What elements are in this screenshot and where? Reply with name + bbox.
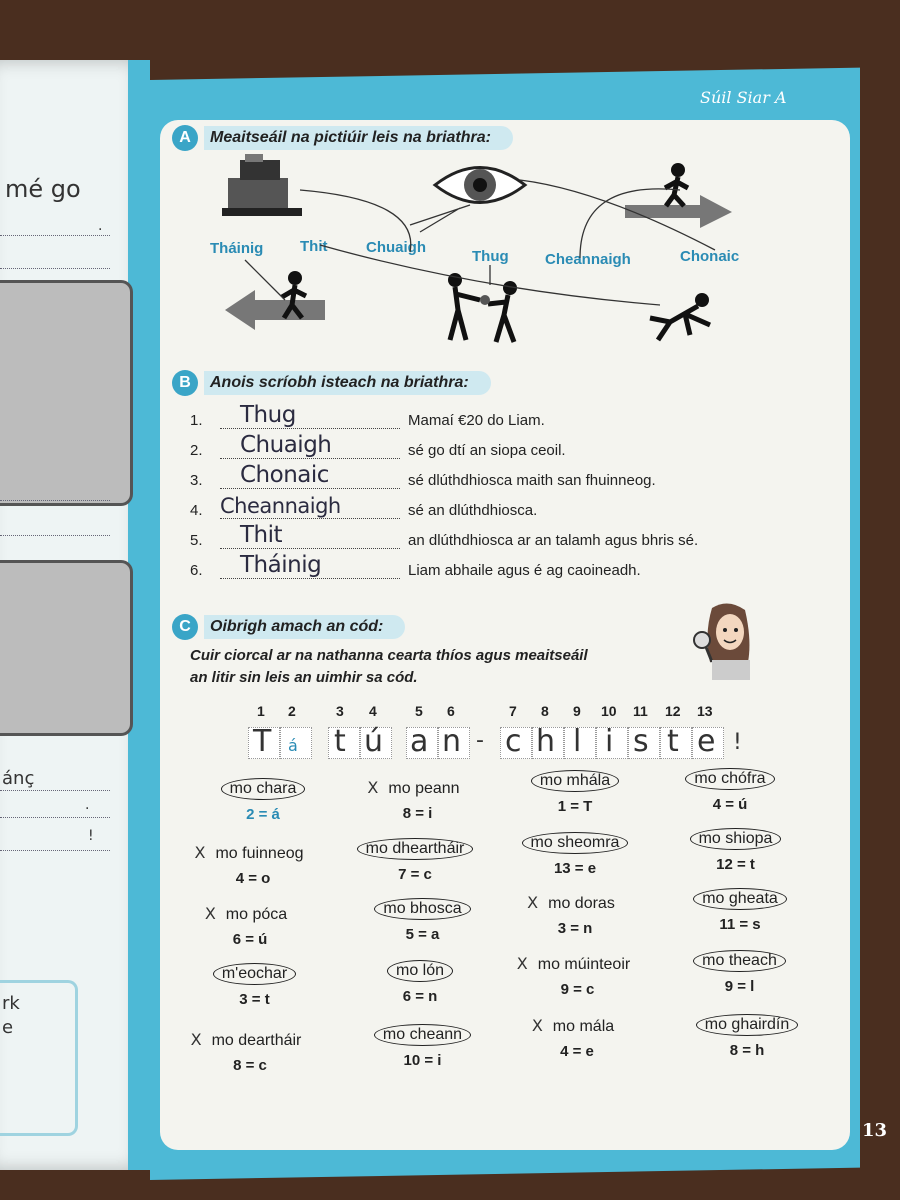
section-a-letter: A — [172, 125, 198, 151]
code-number: 6 — [447, 703, 455, 719]
section-b-title: Anois scríobh isteach na briathra: — [204, 371, 491, 395]
sentence-text: Mamaí €20 do Liam. — [408, 412, 545, 429]
answer-blank[interactable] — [220, 402, 400, 429]
phrase-code: 13 = e — [553, 860, 597, 877]
code-letter: l — [573, 724, 582, 759]
phrase-code: 11 = s — [719, 916, 761, 933]
phrase-code: 8 = h — [729, 1042, 765, 1059]
code-letter: c — [505, 724, 522, 759]
code-number: 3 — [336, 703, 344, 719]
code-number: 5 — [415, 703, 423, 719]
phrase-text: mo doras — [548, 895, 615, 912]
code-number: 12 — [665, 703, 681, 719]
phrase-text: mo sheomra — [522, 832, 629, 854]
code-letter: h — [536, 724, 556, 759]
phrase-text: mo peann — [388, 780, 460, 797]
code-number: 13 — [697, 703, 713, 719]
phrase-item[interactable] — [350, 1024, 495, 1069]
eye-icon — [430, 155, 530, 215]
left-illustration-man — [0, 560, 133, 736]
phrase-item[interactable] — [180, 904, 320, 948]
word-chuaigh: Chuaigh — [366, 239, 426, 256]
left-handwriting-1: mé go — [5, 175, 81, 203]
phrase-item[interactable] — [335, 838, 495, 883]
word-cheannaigh: Cheannaigh — [545, 251, 631, 268]
fill-row-3 — [190, 462, 656, 489]
phrase-text: mo shiopa — [690, 828, 782, 850]
word-chonaic: Chonaic — [680, 248, 740, 265]
x-mark: X — [190, 1030, 202, 1049]
fill-row-number: 5. — [190, 532, 203, 549]
phrase-text: mo ghairdín — [696, 1014, 799, 1036]
code-number: 1 — [257, 703, 265, 719]
phrase-item[interactable] — [350, 898, 495, 943]
fill-row-4 — [190, 492, 537, 519]
phrase-code: 5 = a — [405, 926, 440, 943]
code-letter: t — [334, 724, 346, 759]
code-letter: e — [697, 724, 716, 759]
x-mark: X — [194, 843, 206, 862]
code-number: 9 — [573, 703, 581, 719]
phrase-code: 6 = ú — [232, 931, 268, 948]
phrase-code: 4 = ú — [712, 796, 748, 813]
x-mark: X — [527, 893, 539, 912]
phrase-item[interactable] — [192, 963, 317, 1008]
phrase-item[interactable] — [188, 778, 338, 823]
phrase-text: mo dheartháir — [357, 838, 474, 860]
phrase-item[interactable] — [668, 828, 803, 873]
coming-back-arrow-icon — [220, 270, 330, 340]
code-letter: T — [253, 724, 272, 759]
fill-row-number: 2. — [190, 442, 203, 459]
phrase-code: 8 = i — [402, 805, 433, 822]
x-mark: X — [531, 1016, 543, 1035]
giving-icon — [430, 270, 540, 345]
walking-arrow-icon — [620, 160, 735, 230]
phrase-code: 6 = n — [402, 988, 438, 1005]
code-exclaim: ! — [733, 730, 742, 755]
left-page — [0, 60, 150, 1170]
answer-handwriting: Thug — [240, 402, 296, 428]
x-mark: X — [367, 778, 379, 797]
phrase-item[interactable] — [500, 954, 655, 998]
falling-icon — [640, 290, 720, 350]
code-number: 4 — [369, 703, 377, 719]
phrase-code: 9 = l — [724, 978, 755, 995]
sentence-text: Liam abhaile agus é ag caoineadh. — [408, 562, 641, 579]
code-letter: n — [442, 724, 462, 759]
answer-blank[interactable] — [220, 552, 400, 579]
phrase-code: 10 = i — [403, 1052, 442, 1069]
answer-handwriting: Chonaic — [240, 462, 329, 488]
phrase-code: 4 = o — [235, 870, 271, 887]
left-line — [0, 817, 110, 818]
phrase-text: mo bhosca — [374, 898, 470, 920]
left-dot-2: . — [85, 797, 90, 813]
phrase-text: mo mála — [552, 1018, 615, 1035]
answer-handwriting: Tháinig — [240, 552, 322, 578]
phrase-text: mo theach — [693, 950, 786, 972]
code-number: 11 — [633, 703, 648, 719]
instruction-line-2: an litir sin leis an uimhir sa cód. — [190, 669, 418, 686]
fill-row-1 — [190, 402, 545, 429]
phrase-text: mo póca — [225, 906, 288, 923]
code-letter: ú — [364, 724, 384, 759]
page-header: Súil Siar A — [700, 88, 787, 107]
phrase-text: mo chófra — [685, 768, 774, 790]
phrase-item[interactable] — [512, 1016, 642, 1060]
code-number: 10 — [601, 703, 617, 719]
section-a-header — [172, 125, 513, 151]
code-number: 2 — [288, 703, 296, 719]
answer-handwriting: Cheannaigh — [220, 494, 341, 518]
sentence-text: an dlúthdhiosca ar an talamh agus bhris sé. — [408, 532, 699, 549]
section-b-header — [172, 370, 491, 396]
phrase-text: mo mhála — [531, 770, 619, 792]
left-line — [0, 268, 110, 269]
phrase-text: mo chara — [221, 778, 306, 800]
answer-blank[interactable] — [220, 522, 400, 549]
code-letter: á — [288, 736, 298, 755]
left-fragment-2: rk — [2, 993, 20, 1014]
left-fragment-1: ánç — [2, 768, 35, 789]
left-fragment-3: e — [2, 1017, 14, 1038]
sentence-text: sé an dlúthdhiosca. — [408, 502, 538, 519]
section-c-title: Oibrigh amach an cód: — [204, 615, 405, 639]
fill-row-2 — [190, 432, 566, 459]
sentence-text: sé go dtí an siopa ceoil. — [408, 442, 566, 459]
left-dot-1: . — [98, 218, 103, 234]
left-line — [0, 850, 110, 851]
fill-row-number: 1. — [190, 412, 203, 429]
answer-blank[interactable] — [220, 432, 400, 459]
left-line — [0, 235, 110, 236]
code-letter: i — [605, 724, 614, 759]
phrase-item[interactable] — [345, 778, 490, 822]
phrase-item[interactable] — [510, 893, 640, 937]
phrase-text: mo lón — [387, 960, 453, 982]
phrase-code: 3 = t — [239, 991, 270, 1008]
fill-row-6 — [190, 552, 641, 579]
code-letter: s — [633, 724, 649, 759]
code-letter: t — [667, 724, 679, 759]
answer-blank[interactable] — [220, 492, 400, 519]
phrase-item[interactable] — [505, 770, 645, 815]
phrase-item[interactable] — [670, 888, 810, 933]
fill-row-number: 3. — [190, 472, 203, 489]
fill-row-number: 4. — [190, 502, 203, 519]
phrase-text: mo múinteoir — [537, 956, 631, 973]
phrase-text: mo cheann — [374, 1024, 471, 1046]
fill-row-number: 6. — [190, 562, 203, 579]
word-thug: Thug — [472, 248, 509, 265]
answer-handwriting: Chuaigh — [240, 432, 332, 458]
phrase-text: mo gheata — [693, 888, 787, 910]
phrase-item[interactable] — [660, 768, 800, 813]
instruction-line-1: Cuir ciorcal ar na nathanna cearta thíos agus meaitseáil — [190, 647, 588, 664]
section-a-title: Meaitseáil na pictiúir leis na briathra: — [204, 126, 513, 150]
phrase-code: 1 = T — [557, 798, 593, 815]
x-mark: X — [204, 904, 216, 923]
left-exclaim: ! — [88, 828, 94, 844]
answer-blank[interactable] — [220, 462, 400, 489]
code-dash: - — [476, 728, 484, 753]
fill-row-5 — [190, 522, 698, 549]
section-c-header — [172, 614, 405, 640]
phrase-code: 8 = c — [233, 1057, 267, 1074]
phrase-code: 9 = c — [560, 981, 595, 998]
instruction — [190, 645, 710, 689]
left-box — [0, 980, 78, 1136]
phrase-item[interactable] — [672, 1014, 822, 1059]
phrase-item[interactable] — [672, 950, 807, 995]
phrase-text: mo deartháir — [211, 1032, 302, 1049]
phrase-item[interactable] — [178, 843, 328, 887]
cash-register-icon — [220, 150, 310, 220]
left-line — [0, 500, 110, 501]
code-number: 7 — [509, 703, 517, 719]
phrase-code: 7 = c — [398, 866, 432, 883]
word-thainig: Tháinig — [210, 240, 264, 257]
phrase-item[interactable] — [355, 960, 485, 1005]
section-b-letter: B — [172, 370, 198, 396]
left-illustration-car — [0, 280, 133, 506]
phrase-item[interactable] — [175, 1030, 325, 1074]
sentence-text: sé dlúthdhiosca maith san fhuinneog. — [408, 472, 656, 489]
phrase-code: 3 = n — [557, 920, 593, 937]
page-number: 13 — [862, 1120, 888, 1141]
phrase-code: 12 = t — [716, 856, 755, 873]
left-line — [0, 535, 110, 536]
phrase-text: mo fuinneog — [215, 845, 304, 862]
phrase-text: m'eochar — [213, 963, 296, 985]
word-thit: Thit — [300, 238, 328, 255]
phrase-code: 2 = á — [246, 806, 280, 823]
left-line — [0, 790, 110, 791]
section-c-letter: C — [172, 614, 198, 640]
phrase-code: 4 = e — [560, 1043, 594, 1060]
code-number: 8 — [541, 703, 549, 719]
phrase-item[interactable] — [505, 832, 645, 877]
answer-handwriting: Thit — [240, 522, 283, 548]
x-mark: X — [516, 954, 528, 973]
code-letter: a — [410, 724, 429, 759]
